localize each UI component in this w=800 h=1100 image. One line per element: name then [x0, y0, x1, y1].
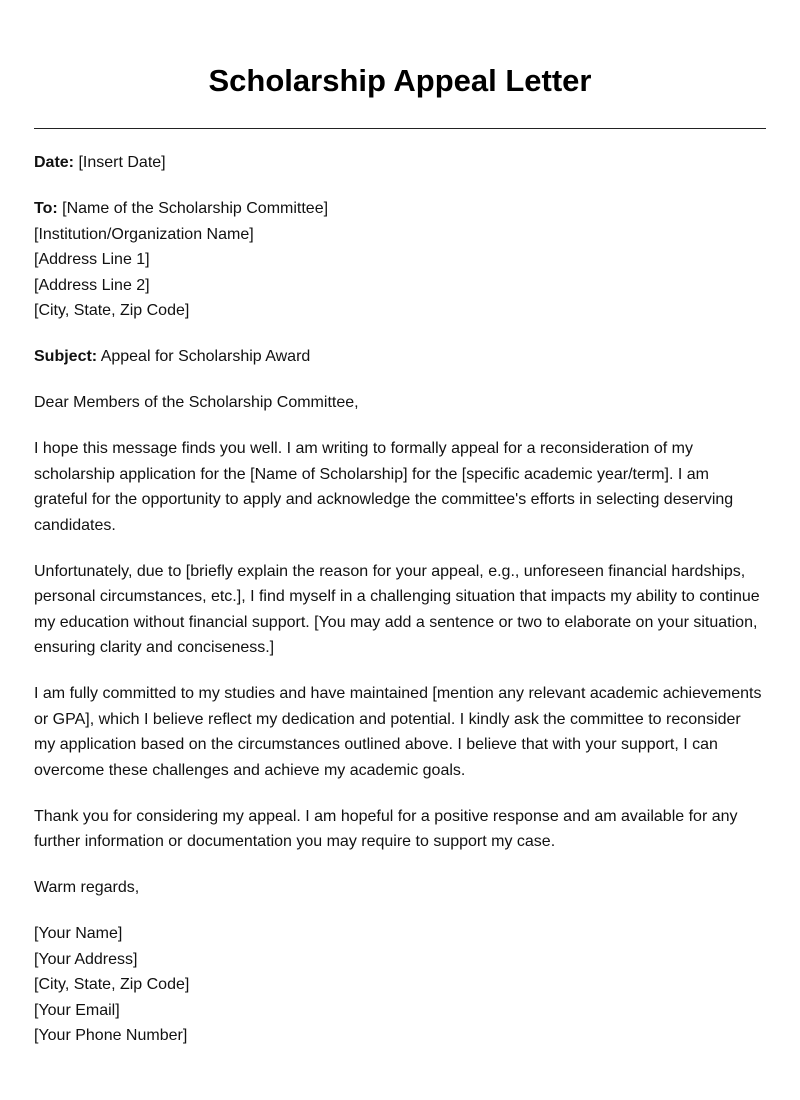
sender-name: [Your Name]: [34, 925, 123, 942]
body-paragraph-2: Unfortunately, due to [briefly explain the reason for your appeal, e.g., unforeseen financial hardships, personal circumstances, etc.], I find myself in a challenging situation that impacts my ability to continue my education without financial support. [You may add a sentence or two to elaborate on your situation, ensuring clarity and conciseness.]: [34, 562, 760, 656]
recipient-organization: [Institution/Organization Name]: [34, 225, 254, 243]
date-label: Date:: [34, 154, 75, 171]
closing: Warm regards,: [34, 879, 140, 896]
date-line: [34, 150, 766, 176]
letter-body: [34, 150, 766, 1049]
date-value: [Insert Date]: [78, 154, 166, 171]
subject-value: Appeal for Scholarship Award: [100, 348, 311, 365]
body-paragraph-1: I hope this message finds you well. I am writing to formally appeal for a reconsideration of my scholarship application for the [Name of Scholarship] for the [specific academic year/term]. I am grateful for the opportunity to apply and acknowledge the committee's efforts in selecting deserving candidates.: [34, 440, 734, 534]
page-title: Scholarship Appeal Letter: [208, 63, 592, 98]
salutation: Dear Members of the Scholarship Committee,: [34, 394, 359, 411]
recipient-label: To:: [34, 200, 58, 217]
sender-phone: [Your Phone Number]: [34, 1027, 188, 1044]
recipient-address-line-1: [Address Line 1]: [34, 251, 150, 268]
body-paragraph-4: Thank you for considering my appeal. I am hopeful for a positive response and am available for any further information or documentation you may require to support my case.: [34, 807, 738, 850]
title-divider: [34, 128, 766, 129]
body-paragraph-3: I am fully committed to my studies and have maintained [mention any relevant academic achievements or GPA], which I believe reflect my dedication and potential. I kindly ask the committee to reconsider my application based on the circumstances outlined above. I believe that with your support, I can overcome these challenges and achieve my academic goals.: [34, 685, 762, 779]
recipient-address-line-2: [Address Line 2]: [34, 276, 150, 294]
recipient-block: [34, 196, 766, 324]
sender-address: [Your Address]: [34, 950, 138, 968]
recipient-city-state-zip: [City, State, Zip Code]: [34, 302, 190, 319]
sender-email: [Your Email]: [34, 1001, 120, 1019]
sender-city-state-zip: [City, State, Zip Code]: [34, 976, 190, 993]
subject-line: [34, 344, 766, 370]
recipient-name: [Name of the Scholarship Committee]: [62, 200, 329, 217]
sender-block: [34, 921, 766, 1049]
subject-label: Subject:: [34, 348, 98, 365]
recipient-name-line: [34, 196, 766, 222]
